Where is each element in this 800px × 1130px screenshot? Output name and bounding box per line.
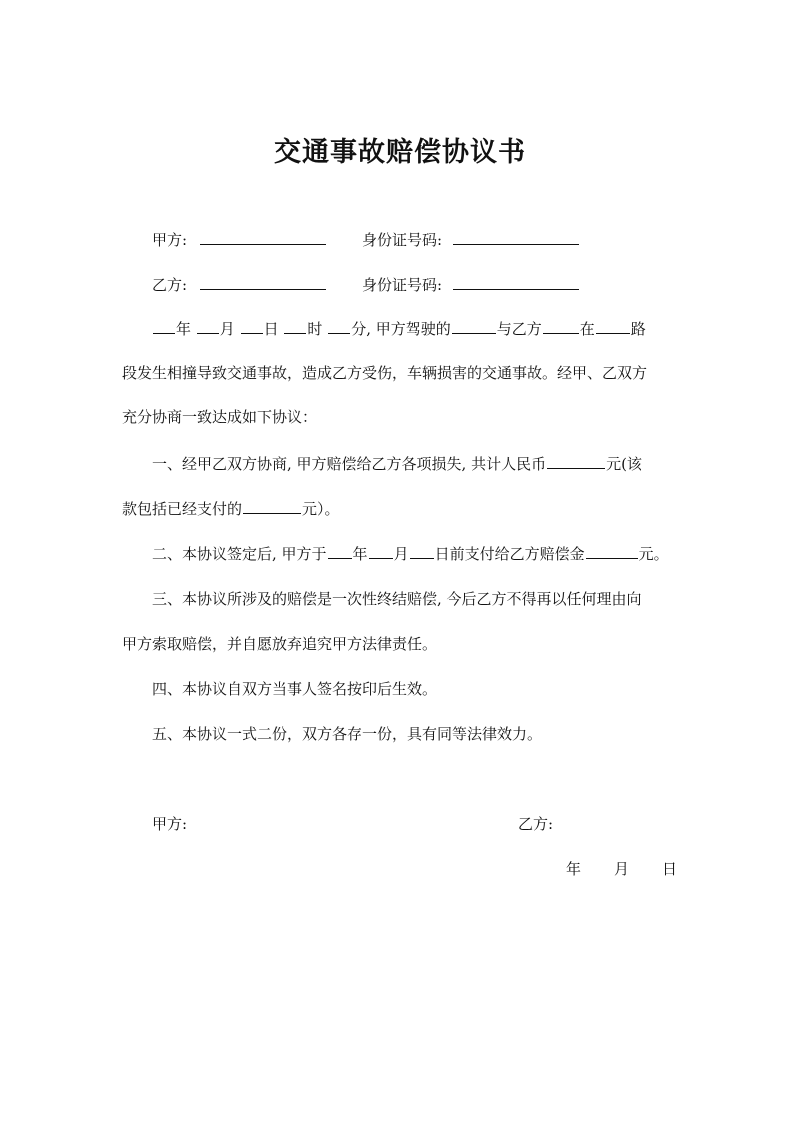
- year-label: 年: [176, 320, 192, 338]
- vehicle-text: 甲方驾驶的: [375, 320, 451, 338]
- para1-line2: 段发生相撞导致交通事故，造成乙方受伤，车辆损害的交通事故。经甲、乙双方: [122, 364, 648, 382]
- month-label: 月: [219, 320, 235, 338]
- party-b-id-label: 身份证号码:: [362, 276, 443, 294]
- party-b-label: 乙方:: [152, 276, 188, 294]
- signature-day: 日: [662, 860, 678, 878]
- clause-1-line2: [122, 498, 340, 519]
- compensation-blank: [586, 543, 638, 559]
- road-text: 路: [630, 320, 646, 338]
- year-blank: [153, 318, 175, 334]
- pay-year-label: 年: [352, 545, 368, 563]
- clause-1-end: 元）。: [302, 500, 340, 518]
- clause-3-line1: 三、本协议所涉及的赔偿是一次性终结赔偿, 今后乙方不得再以任何理由向: [152, 590, 642, 608]
- month-blank: [197, 318, 219, 334]
- clause-2: [152, 543, 669, 564]
- day-blank: [241, 318, 263, 334]
- clause-1-line1: [152, 453, 642, 474]
- clause-1-yuan: 元(该: [606, 455, 642, 473]
- party-a-id-label: 身份证号码:: [362, 231, 443, 249]
- with-party-b-text: 与乙方: [496, 320, 542, 338]
- vehicle-blank: [452, 318, 496, 334]
- pay-year-blank: [328, 543, 352, 559]
- hour-blank: [284, 318, 306, 334]
- at-text: 在: [579, 320, 595, 338]
- pay-day-blank: [410, 543, 434, 559]
- pay-month-blank: [369, 543, 393, 559]
- road-blank: [596, 318, 630, 334]
- party-b-id-row: [362, 274, 580, 295]
- clause-1-text: 一、经甲乙双方协商, 甲方赔偿给乙方各项损失, 共计人民币: [152, 455, 547, 473]
- clause-2-text2: 日前支付给乙方赔偿金: [434, 545, 585, 563]
- clause-3-line2: 甲方索取赔偿，并自愿放弃追究甲方法律责任。: [122, 635, 438, 653]
- signature-month: 月: [614, 860, 630, 878]
- party-a-row: [152, 229, 327, 250]
- clause-1-paid-text: 款包括已经支付的: [122, 500, 243, 518]
- compensation-amount-blank: [547, 453, 605, 469]
- party-a-label: 甲方:: [152, 231, 188, 249]
- clause-5: 五、本协议一式二份，双方各存一份，具有同等法律效力。: [152, 725, 543, 743]
- clause-2-text: 二、本协议签定后, 甲方于: [152, 545, 327, 563]
- accident-time-line: [152, 318, 646, 339]
- document-title: 交通事故赔偿协议书: [274, 137, 526, 168]
- signature-party-a: 甲方:: [152, 815, 188, 833]
- paid-amount-blank: [243, 498, 301, 514]
- party-b-row: [152, 274, 327, 295]
- hour-label: 时: [307, 320, 323, 338]
- clause-4: 四、本协议自双方当事人签名按印后生效。: [152, 680, 438, 698]
- minute-label: 分,: [351, 320, 371, 338]
- day-label: 日: [263, 320, 279, 338]
- pay-month-label: 月: [393, 545, 409, 563]
- minute-blank: [328, 318, 350, 334]
- party-a-id-row: [362, 229, 580, 250]
- clause-2-end: 元。: [638, 545, 669, 563]
- signature-party-b: 乙方:: [518, 815, 554, 833]
- para1-line3: 充分协商一致达成如下协议：: [122, 408, 318, 426]
- party-b-name-blank: [200, 274, 326, 290]
- party-a-name-blank: [200, 229, 326, 245]
- party-b-vehicle-blank: [543, 318, 579, 334]
- signature-year: 年: [566, 860, 582, 878]
- party-b-id-blank: [453, 274, 579, 290]
- party-a-id-blank: [453, 229, 579, 245]
